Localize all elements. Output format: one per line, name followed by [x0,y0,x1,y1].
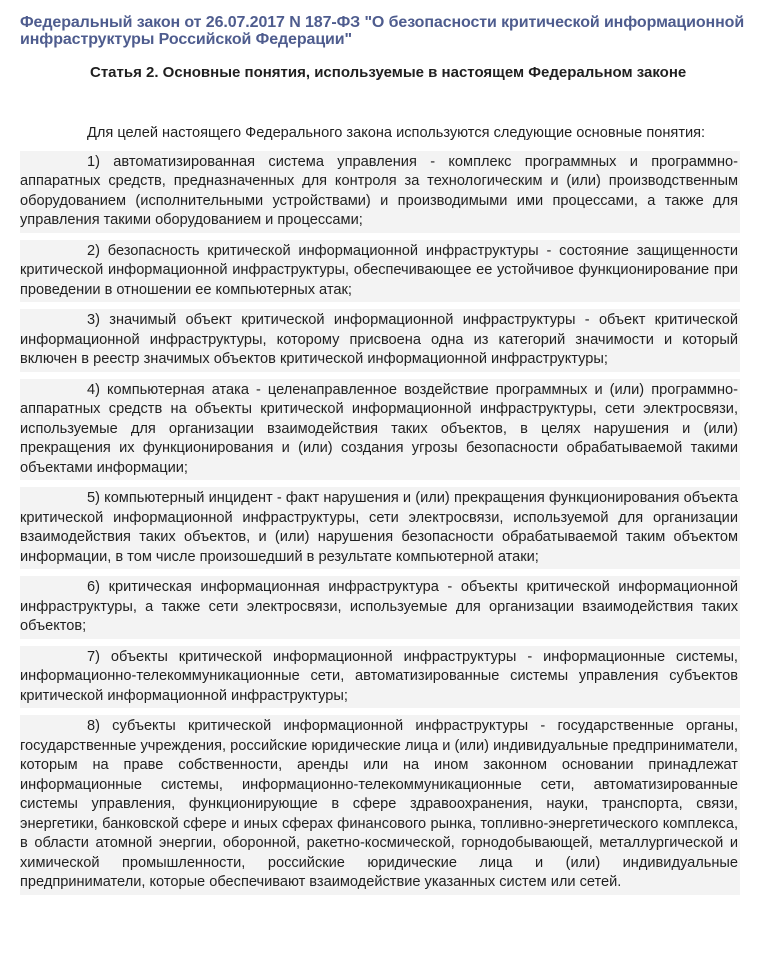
definition-paragraph-1: 1) автоматизированная система управления - комплекс программных и программно-аппаратных средств, предназначенных для контроля за технологическим и (или) производственным оборудованием (исполнительными устройствами) и производимыми ими процессами, а также для управления такими оборудованием и процессами; [20,151,740,233]
definition-paragraph-5: 5) компьютерный инцидент - факт нарушения и (или) прекращения функционирования объекта критической информационной инфраструктуры, сети электросвязи, используемой для организации взаимодействия таких объектов, и (или) нарушения безопасности обрабатываемой таким объектом информации, в том числе произошедший в результате компьютерной атаки; [20,487,740,569]
definition-paragraph-6: 6) критическая информационная инфраструктура - объекты критической информационной инфраструктуры, а также сети электросвязи, используемые для организации взаимодействия таких объектов; [20,576,740,639]
definition-paragraph-3: 3) значимый объект критической информационной инфраструктуры - объект критической информационной инфраструктуры, которому присвоена одна из категорий значимости и который включен в реестр значимых объектов критической информационной инфраструктуры; [20,309,740,372]
law-title: Федеральный закон от 26.07.2017 N 187-ФЗ "О безопасности критической информационной инфраструктуры Российской Федерации" [20,14,745,48]
article-body [20,124,747,895]
definition-paragraph-8: 8) субъекты критической информационной инфраструктуры - государственные органы, государственные учреждения, российские юридические лица и (или) индивидуальные предприниматели, которым на праве собственности, аренды или на ином законном основании принадлежат информационные системы, информационно-телекоммуникационные сети, автоматизированные системы управления, функционирующие в сфере здравоохранения, науки, транспорта, связи, энергетики, банковской сфере и иных сферах финансового рынка, топливно-энергетического комплекса, в области атомной энергии, оборонной, ракетно-космической, горнодобывающей, металлургической и химической промышленности, российские юридические лица и (или) индивидуальные предприниматели, которые обеспечивают взаимодействие указанных систем или сетей. [20,715,740,895]
definition-paragraph-4: 4) компьютерная атака - целенаправленное воздействие программных и (или) программно-аппаратных средств на объекты критической информационной инфраструктуры, сети электросвязи, используемые для организации взаимодействия таких объектов, в целях нарушения и (или) прекращения их функционирования и (или) создания угрозы безопасности обрабатываемой такими объектами информации; [20,379,740,481]
definition-paragraph-7: 7) объекты критической информационной инфраструктуры - информационные системы, информационно-телекоммуникационные сети, автоматизированные системы управления субъектов критической информационной инфраструктуры; [20,646,740,709]
intro-paragraph: Для целей настоящего Федерального закона используются следующие основные понятия: [20,124,740,144]
definition-paragraph-2: 2) безопасность критической информационной инфраструктуры - состояние защищенности критической информационной инфраструктуры, обеспечивающее ее устойчивое функционирование при проведении в отношении ее компьютерных атак; [20,240,740,303]
article-title: Статья 2. Основные понятия, используемые в настоящем Федеральном законе [90,64,687,81]
